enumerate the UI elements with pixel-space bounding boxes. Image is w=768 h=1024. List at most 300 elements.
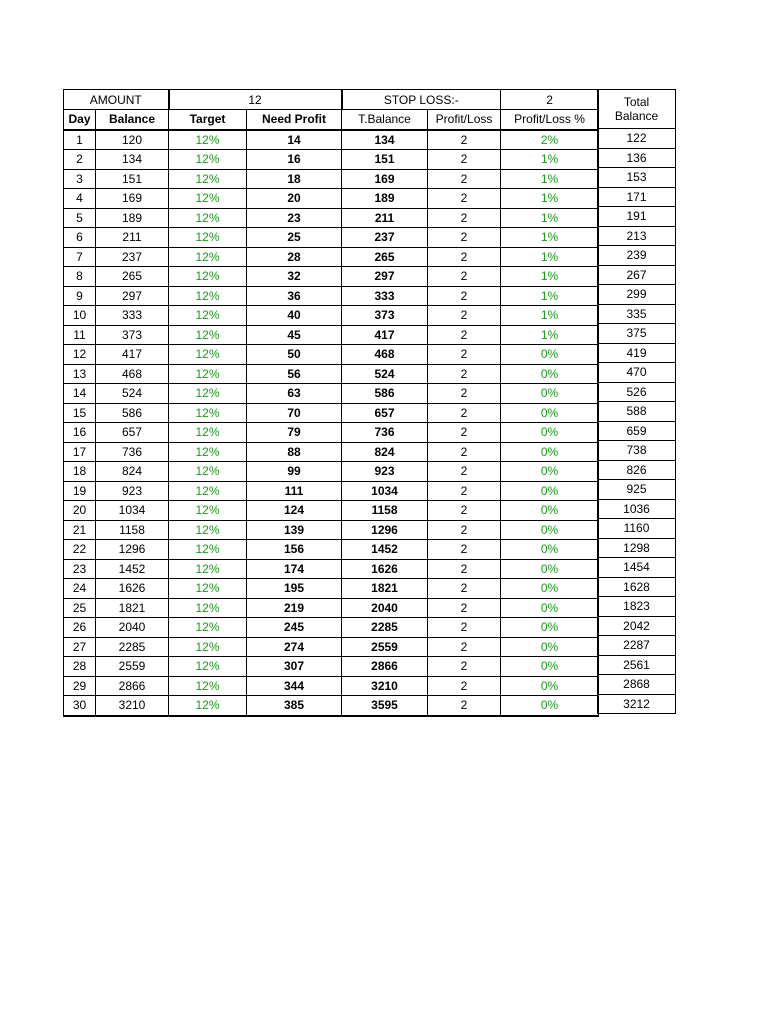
cell-total-balance[interactable]: 826	[598, 460, 676, 480]
cell-day[interactable]: 16	[64, 423, 96, 443]
cell-need-profit[interactable]: 45	[247, 325, 342, 345]
cell-tbalance[interactable]: 923	[342, 462, 428, 482]
cell-day[interactable]: 4	[64, 189, 96, 209]
cell-need-profit[interactable]: 219	[247, 598, 342, 618]
cell-profit-loss-percent[interactable]: 0%	[501, 442, 599, 462]
cell-total-balance[interactable]: 267	[598, 265, 676, 285]
table-row	[598, 285, 676, 305]
cell-target[interactable]: 12%	[169, 676, 247, 696]
cell-need-profit[interactable]: 14	[247, 130, 342, 150]
cell-balance[interactable]: 134	[96, 150, 169, 170]
cell-day[interactable]: 1	[64, 130, 96, 150]
cell-profit-loss-percent[interactable]: 1%	[501, 169, 599, 189]
cell-need-profit[interactable]: 245	[247, 618, 342, 638]
cell-need-profit[interactable]: 139	[247, 520, 342, 540]
col-header-balance: Balance	[96, 110, 169, 130]
cell-total-balance[interactable]: 2287	[598, 636, 676, 656]
table-row	[64, 520, 599, 540]
table-row	[64, 306, 599, 326]
table-row	[598, 480, 676, 500]
table-row	[64, 345, 599, 365]
cell-target[interactable]: 12%	[169, 520, 247, 540]
cell-total-balance[interactable]: 588	[598, 402, 676, 422]
cell-profit-loss[interactable]: 2	[428, 345, 501, 365]
table-row	[598, 265, 676, 285]
cell-target[interactable]: 12%	[169, 618, 247, 638]
cell-need-profit[interactable]: 56	[247, 364, 342, 384]
cell-balance[interactable]: 2285	[96, 637, 169, 657]
table-row	[598, 577, 676, 597]
cell-balance[interactable]: 1452	[96, 559, 169, 579]
cell-balance[interactable]: 120	[96, 130, 169, 150]
cell-target[interactable]: 12%	[169, 130, 247, 150]
cell-tbalance[interactable]: 1452	[342, 540, 428, 560]
cell-target[interactable]: 12%	[169, 345, 247, 365]
cell-profit-loss[interactable]: 2	[428, 228, 501, 248]
cell-profit-loss[interactable]: 2	[428, 598, 501, 618]
cell-target[interactable]: 12%	[169, 208, 247, 228]
cell-profit-loss-percent[interactable]: 0%	[501, 676, 599, 696]
cell-day[interactable]: 30	[64, 696, 96, 716]
cell-need-profit[interactable]: 344	[247, 676, 342, 696]
table-row	[598, 694, 676, 714]
cell-target[interactable]: 12%	[169, 540, 247, 560]
amount-value[interactable]: 12	[169, 90, 342, 110]
cell-total-balance[interactable]: 738	[598, 441, 676, 461]
table-row	[64, 462, 599, 482]
cell-day[interactable]: 24	[64, 579, 96, 599]
cell-tbalance[interactable]: 151	[342, 150, 428, 170]
cell-profit-loss[interactable]: 2	[428, 676, 501, 696]
cell-tbalance[interactable]: 134	[342, 130, 428, 150]
cell-profit-loss-percent[interactable]: 1%	[501, 325, 599, 345]
table-row	[598, 519, 676, 539]
cell-total-balance[interactable]: 191	[598, 207, 676, 227]
cell-need-profit[interactable]: 111	[247, 481, 342, 501]
cell-balance[interactable]: 3210	[96, 696, 169, 716]
table-row	[64, 228, 599, 248]
table-row	[64, 150, 599, 170]
cell-tbalance[interactable]: 524	[342, 364, 428, 384]
cell-target[interactable]: 12%	[169, 189, 247, 209]
cell-balance[interactable]: 211	[96, 228, 169, 248]
cell-profit-loss[interactable]: 2	[428, 208, 501, 228]
cell-need-profit[interactable]: 20	[247, 189, 342, 209]
cell-need-profit[interactable]: 307	[247, 657, 342, 677]
table-row	[64, 364, 599, 384]
cell-tbalance[interactable]: 1821	[342, 579, 428, 599]
cell-need-profit[interactable]: 174	[247, 559, 342, 579]
cell-balance[interactable]: 333	[96, 306, 169, 326]
cell-profit-loss[interactable]: 2	[428, 501, 501, 521]
total-balance-table	[597, 89, 676, 714]
cell-balance[interactable]: 2040	[96, 618, 169, 638]
cell-profit-loss-percent[interactable]: 1%	[501, 247, 599, 267]
cell-profit-loss-percent[interactable]: 1%	[501, 189, 599, 209]
col-header-profit-loss-percent: Profit/Loss %	[501, 110, 599, 130]
table-row	[64, 189, 599, 209]
cell-target[interactable]: 12%	[169, 481, 247, 501]
cell-balance[interactable]: 169	[96, 189, 169, 209]
cell-day[interactable]: 25	[64, 598, 96, 618]
col-header-tbalance: T.Balance	[342, 110, 428, 130]
cell-total-balance[interactable]: 1628	[598, 577, 676, 597]
cell-need-profit[interactable]: 18	[247, 169, 342, 189]
cell-day[interactable]: 10	[64, 306, 96, 326]
cell-need-profit[interactable]: 156	[247, 540, 342, 560]
table-row	[64, 247, 599, 267]
cell-tbalance[interactable]: 2285	[342, 618, 428, 638]
cell-profit-loss[interactable]: 2	[428, 618, 501, 638]
cell-need-profit[interactable]: 88	[247, 442, 342, 462]
cell-tbalance[interactable]: 297	[342, 267, 428, 287]
table-row	[64, 657, 599, 677]
cell-tbalance[interactable]: 1626	[342, 559, 428, 579]
cell-day[interactable]: 6	[64, 228, 96, 248]
cell-target[interactable]: 12%	[169, 150, 247, 170]
table-row	[598, 187, 676, 207]
cell-balance[interactable]: 1821	[96, 598, 169, 618]
cell-target[interactable]: 12%	[169, 169, 247, 189]
cell-total-balance[interactable]: 419	[598, 343, 676, 363]
cell-need-profit[interactable]: 40	[247, 306, 342, 326]
col-header-total-balance	[598, 90, 676, 129]
cell-target[interactable]: 12%	[169, 267, 247, 287]
cell-profit-loss[interactable]: 2	[428, 247, 501, 267]
cell-balance[interactable]: 2866	[96, 676, 169, 696]
cell-profit-loss[interactable]: 2	[428, 696, 501, 716]
cell-profit-loss[interactable]: 2	[428, 579, 501, 599]
cell-target[interactable]: 12%	[169, 559, 247, 579]
table-row	[64, 579, 599, 599]
cell-profit-loss-percent[interactable]: 1%	[501, 306, 599, 326]
cell-profit-loss[interactable]: 2	[428, 462, 501, 482]
amount-label: AMOUNT	[64, 90, 169, 110]
cell-profit-loss-percent[interactable]: 0%	[501, 345, 599, 365]
cell-balance[interactable]: 524	[96, 384, 169, 404]
cell-day[interactable]: 28	[64, 657, 96, 677]
cell-profit-loss[interactable]: 2	[428, 286, 501, 306]
table-row	[598, 421, 676, 441]
table-row	[64, 267, 599, 287]
cell-balance[interactable]: 586	[96, 403, 169, 423]
table-row	[598, 382, 676, 402]
cell-total-balance[interactable]: 659	[598, 421, 676, 441]
cell-target[interactable]: 12%	[169, 403, 247, 423]
cell-tbalance[interactable]: 586	[342, 384, 428, 404]
cell-day[interactable]: 20	[64, 501, 96, 521]
col-header-target: Target	[169, 110, 247, 130]
cell-day[interactable]: 22	[64, 540, 96, 560]
cell-total-balance[interactable]: 335	[598, 304, 676, 324]
cell-tbalance[interactable]: 333	[342, 286, 428, 306]
table-row	[598, 597, 676, 617]
cell-tbalance[interactable]: 736	[342, 423, 428, 443]
cell-balance[interactable]: 1296	[96, 540, 169, 560]
table-row	[598, 226, 676, 246]
cell-profit-loss[interactable]: 2	[428, 423, 501, 443]
cell-day[interactable]: 27	[64, 637, 96, 657]
cell-balance[interactable]: 297	[96, 286, 169, 306]
cell-need-profit[interactable]: 79	[247, 423, 342, 443]
table-row	[64, 169, 599, 189]
cell-total-balance[interactable]: 122	[598, 129, 676, 149]
cell-tbalance[interactable]: 265	[342, 247, 428, 267]
cell-need-profit[interactable]: 274	[247, 637, 342, 657]
table-row	[598, 655, 676, 675]
cell-target[interactable]: 12%	[169, 501, 247, 521]
cell-balance[interactable]: 189	[96, 208, 169, 228]
table-row	[64, 423, 599, 443]
cell-target[interactable]: 12%	[169, 423, 247, 443]
cell-balance[interactable]: 657	[96, 423, 169, 443]
cell-profit-loss[interactable]: 2	[428, 325, 501, 345]
cell-tbalance[interactable]: 468	[342, 345, 428, 365]
cell-profit-loss-percent[interactable]: 0%	[501, 618, 599, 638]
cell-profit-loss-percent[interactable]: 0%	[501, 384, 599, 404]
table-row	[64, 618, 599, 638]
cell-total-balance[interactable]: 470	[598, 363, 676, 383]
table-row	[598, 324, 676, 344]
cell-profit-loss-percent[interactable]: 0%	[501, 403, 599, 423]
cell-balance[interactable]: 824	[96, 462, 169, 482]
cell-need-profit[interactable]: 63	[247, 384, 342, 404]
cell-profit-loss[interactable]: 2	[428, 520, 501, 540]
cell-total-balance[interactable]: 1036	[598, 499, 676, 519]
cell-balance[interactable]: 468	[96, 364, 169, 384]
cell-profit-loss-percent[interactable]: 0%	[501, 637, 599, 657]
cell-target[interactable]: 12%	[169, 364, 247, 384]
stoploss-value[interactable]: 2	[501, 90, 599, 110]
cell-balance[interactable]: 736	[96, 442, 169, 462]
cell-tbalance[interactable]: 169	[342, 169, 428, 189]
cell-tbalance[interactable]: 237	[342, 228, 428, 248]
cell-day[interactable]: 19	[64, 481, 96, 501]
cell-profit-loss[interactable]: 2	[428, 364, 501, 384]
cell-profit-loss-percent[interactable]: 0%	[501, 481, 599, 501]
cell-profit-loss-percent[interactable]: 1%	[501, 228, 599, 248]
cell-profit-loss[interactable]: 2	[428, 637, 501, 657]
cell-tbalance[interactable]: 189	[342, 189, 428, 209]
cell-target[interactable]: 12%	[169, 579, 247, 599]
cell-profit-loss-percent[interactable]: 1%	[501, 267, 599, 287]
cell-profit-loss-percent[interactable]: 0%	[501, 579, 599, 599]
cell-total-balance[interactable]: 136	[598, 148, 676, 168]
table-row	[598, 402, 676, 422]
cell-need-profit[interactable]: 195	[247, 579, 342, 599]
cell-day[interactable]: 11	[64, 325, 96, 345]
cell-total-balance[interactable]: 171	[598, 187, 676, 207]
cell-need-profit[interactable]: 70	[247, 403, 342, 423]
cell-balance[interactable]: 237	[96, 247, 169, 267]
cell-balance[interactable]: 2559	[96, 657, 169, 677]
cell-balance[interactable]: 373	[96, 325, 169, 345]
cell-total-balance[interactable]: 1298	[598, 538, 676, 558]
cell-tbalance[interactable]: 2040	[342, 598, 428, 618]
cell-day[interactable]: 15	[64, 403, 96, 423]
cell-balance[interactable]: 1158	[96, 520, 169, 540]
cell-target[interactable]: 12%	[169, 306, 247, 326]
cell-profit-loss-percent[interactable]: 1%	[501, 286, 599, 306]
table-row	[64, 384, 599, 404]
table-row	[64, 442, 599, 462]
cell-profit-loss[interactable]: 2	[428, 540, 501, 560]
cell-balance[interactable]: 1626	[96, 579, 169, 599]
table-row	[64, 559, 599, 579]
cell-total-balance[interactable]: 1454	[598, 558, 676, 578]
table-row	[598, 246, 676, 266]
cell-total-balance[interactable]: 299	[598, 285, 676, 305]
cell-need-profit[interactable]: 28	[247, 247, 342, 267]
cell-profit-loss-percent[interactable]: 0%	[501, 559, 599, 579]
cell-day[interactable]: 14	[64, 384, 96, 404]
cell-tbalance[interactable]: 824	[342, 442, 428, 462]
cell-day[interactable]: 12	[64, 345, 96, 365]
total-balance-label-line1: Total	[623, 95, 650, 109]
cell-tbalance[interactable]: 2559	[342, 637, 428, 657]
cell-profit-loss[interactable]: 2	[428, 657, 501, 677]
cell-balance[interactable]: 265	[96, 267, 169, 287]
cell-day[interactable]: 5	[64, 208, 96, 228]
cell-balance[interactable]: 923	[96, 481, 169, 501]
table-row	[598, 538, 676, 558]
table-row	[64, 637, 599, 657]
cell-profit-loss-percent[interactable]: 0%	[501, 462, 599, 482]
cell-target[interactable]: 12%	[169, 384, 247, 404]
cell-tbalance[interactable]: 373	[342, 306, 428, 326]
cell-profit-loss-percent[interactable]: 0%	[501, 696, 599, 716]
cell-profit-loss-percent[interactable]: 1%	[501, 208, 599, 228]
cell-total-balance[interactable]: 2042	[598, 616, 676, 636]
cell-target[interactable]: 12%	[169, 247, 247, 267]
cell-total-balance[interactable]: 925	[598, 480, 676, 500]
cell-need-profit[interactable]: 385	[247, 696, 342, 716]
cell-profit-loss-percent[interactable]: 0%	[501, 598, 599, 618]
cell-profit-loss[interactable]: 2	[428, 150, 501, 170]
cell-total-balance[interactable]: 239	[598, 246, 676, 266]
table-row	[64, 501, 599, 521]
cell-profit-loss[interactable]: 2	[428, 403, 501, 423]
cell-profit-loss[interactable]: 2	[428, 130, 501, 150]
cell-profit-loss-percent[interactable]: 1%	[501, 150, 599, 170]
cell-target[interactable]: 12%	[169, 657, 247, 677]
cell-day[interactable]: 3	[64, 169, 96, 189]
total-balance-label-line2: Balance	[614, 109, 659, 123]
cell-profit-loss-percent[interactable]: 0%	[501, 364, 599, 384]
cell-day[interactable]: 18	[64, 462, 96, 482]
cell-total-balance[interactable]: 1160	[598, 519, 676, 539]
cell-day[interactable]: 7	[64, 247, 96, 267]
cell-need-profit[interactable]: 99	[247, 462, 342, 482]
table-row	[598, 636, 676, 656]
cell-target[interactable]: 12%	[169, 325, 247, 345]
table-row	[598, 129, 676, 149]
table-row	[598, 675, 676, 695]
table-row	[598, 558, 676, 578]
cell-target[interactable]: 12%	[169, 442, 247, 462]
table-row	[64, 286, 599, 306]
cell-need-profit[interactable]: 16	[247, 150, 342, 170]
cell-need-profit[interactable]: 124	[247, 501, 342, 521]
cell-balance[interactable]: 1034	[96, 501, 169, 521]
cell-day[interactable]: 13	[64, 364, 96, 384]
table-row	[598, 441, 676, 461]
table-row	[64, 676, 599, 696]
cell-target[interactable]: 12%	[169, 696, 247, 716]
cell-tbalance[interactable]: 1034	[342, 481, 428, 501]
cell-profit-loss-percent[interactable]: 0%	[501, 657, 599, 677]
cell-day[interactable]: 9	[64, 286, 96, 306]
cell-day[interactable]: 2	[64, 150, 96, 170]
cell-day[interactable]: 29	[64, 676, 96, 696]
cell-profit-loss[interactable]: 2	[428, 306, 501, 326]
cell-day[interactable]: 21	[64, 520, 96, 540]
cell-target[interactable]: 12%	[169, 286, 247, 306]
cell-balance[interactable]: 417	[96, 345, 169, 365]
cell-need-profit[interactable]: 23	[247, 208, 342, 228]
cell-tbalance[interactable]: 1158	[342, 501, 428, 521]
cell-profit-loss-percent[interactable]: 0%	[501, 423, 599, 443]
cell-need-profit[interactable]: 36	[247, 286, 342, 306]
cell-tbalance[interactable]: 211	[342, 208, 428, 228]
cell-target[interactable]: 12%	[169, 462, 247, 482]
cell-target[interactable]: 12%	[169, 637, 247, 657]
cell-profit-loss-percent[interactable]: 2%	[501, 130, 599, 150]
cell-profit-loss[interactable]: 2	[428, 267, 501, 287]
cell-total-balance[interactable]: 2868	[598, 675, 676, 695]
cell-profit-loss-percent[interactable]: 0%	[501, 540, 599, 560]
cell-balance[interactable]: 151	[96, 169, 169, 189]
cell-need-profit[interactable]: 25	[247, 228, 342, 248]
cell-profit-loss[interactable]: 2	[428, 481, 501, 501]
header-row-settings	[64, 90, 599, 110]
cell-day[interactable]: 23	[64, 559, 96, 579]
cell-day[interactable]: 26	[64, 618, 96, 638]
table-row	[598, 168, 676, 188]
cell-profit-loss[interactable]: 2	[428, 169, 501, 189]
cell-target[interactable]: 12%	[169, 598, 247, 618]
cell-tbalance[interactable]: 3595	[342, 696, 428, 716]
cell-tbalance[interactable]: 417	[342, 325, 428, 345]
cell-day[interactable]: 8	[64, 267, 96, 287]
cell-tbalance[interactable]: 1296	[342, 520, 428, 540]
cell-profit-loss[interactable]: 2	[428, 189, 501, 209]
cell-profit-loss[interactable]: 2	[428, 559, 501, 579]
cell-tbalance[interactable]: 2866	[342, 657, 428, 677]
cell-day[interactable]: 17	[64, 442, 96, 462]
cell-profit-loss[interactable]: 2	[428, 384, 501, 404]
cell-total-balance[interactable]: 3212	[598, 694, 676, 714]
cell-total-balance[interactable]: 1823	[598, 597, 676, 617]
cell-tbalance[interactable]: 3210	[342, 676, 428, 696]
cell-need-profit[interactable]: 50	[247, 345, 342, 365]
cell-total-balance[interactable]: 526	[598, 382, 676, 402]
cell-profit-loss-percent[interactable]: 0%	[501, 501, 599, 521]
cell-total-balance[interactable]: 375	[598, 324, 676, 344]
col-header-need-profit: Need Profit	[247, 110, 342, 130]
cell-profit-loss[interactable]: 2	[428, 442, 501, 462]
table-row	[598, 363, 676, 383]
col-header-profit-loss: Profit/Loss	[428, 110, 501, 130]
cell-need-profit[interactable]: 32	[247, 267, 342, 287]
cell-tbalance[interactable]: 657	[342, 403, 428, 423]
table-row	[598, 616, 676, 636]
cell-total-balance[interactable]: 153	[598, 168, 676, 188]
cell-profit-loss-percent[interactable]: 0%	[501, 520, 599, 540]
cell-total-balance[interactable]: 2561	[598, 655, 676, 675]
cell-target[interactable]: 12%	[169, 228, 247, 248]
cell-total-balance[interactable]: 213	[598, 226, 676, 246]
